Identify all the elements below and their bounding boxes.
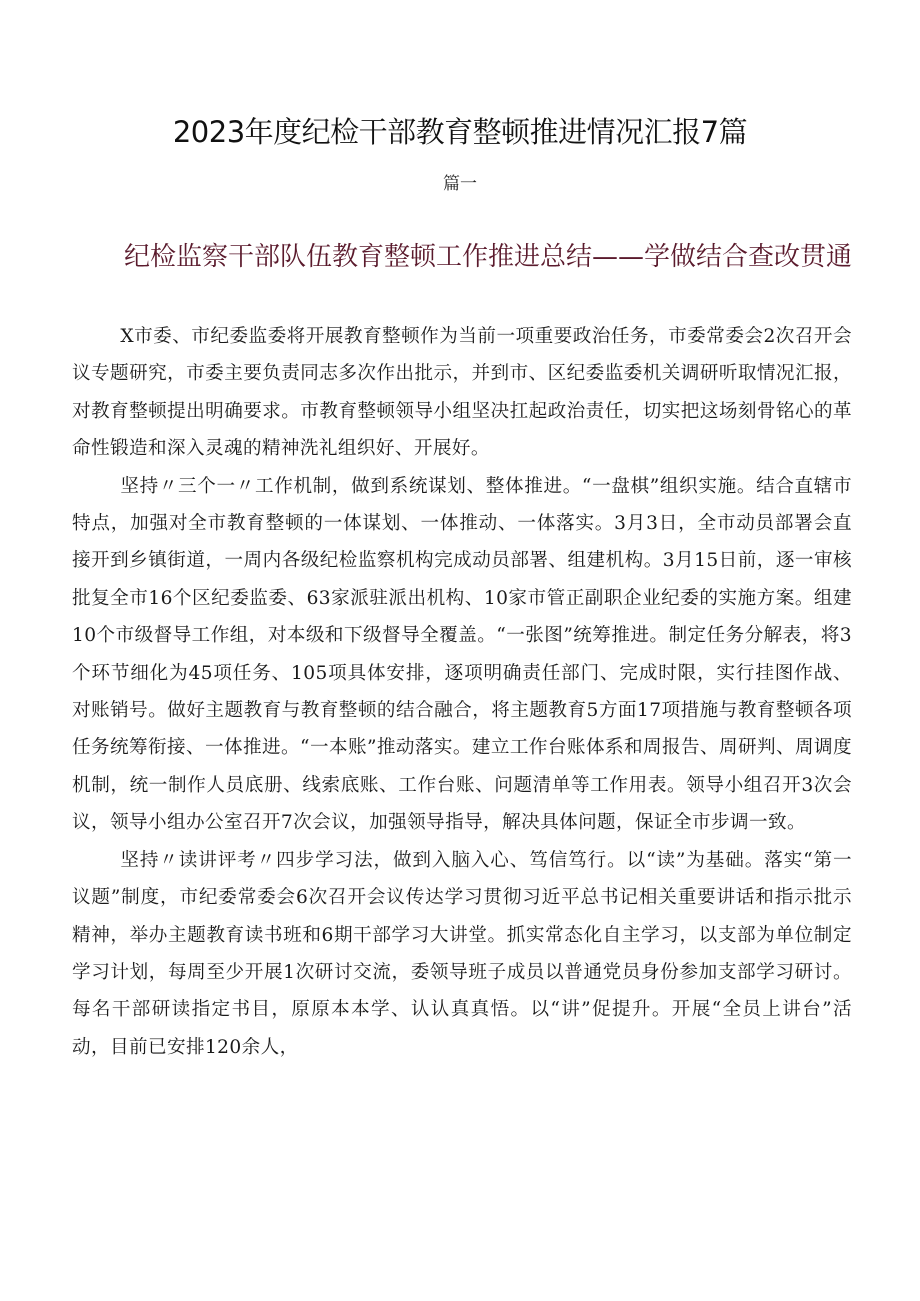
document-title: 2023年度纪检干部教育整顿推进情况汇报7篇 bbox=[172, 115, 748, 149]
body-text bbox=[72, 318, 852, 1066]
paragraph-1: X市委、市纪委监委将开展教育整顿作为当前一项重要政治任务，市委常委会2次召开会议专题研究，市委主要负责同志多次作出批示，并到市、区纪委监委机关调研听取情况汇报，对教育整顿提出明确要求。市教育整顿领导小组坚决扛起政治责任，切实把这场刻骨铭心的革命性锻造和深入灵魂的精神洗礼组织好、开展好。 bbox=[72, 326, 852, 460]
paragraph-2: 坚持〃三个一〃工作机制，做到系统谋划、整体推进。“一盘棋”组织实施。结合直辖市特点，加强对全市教育整顿的一体谋划、一体推动、一体落实。3月3日，全市动员部署会直接开到乡镇街道，一周内各级纪检监察机构完成动员部署、组建机构。3月15日前，逐一审核批复全市16个区纪委监委、63家派驻派出机构、10家市管正副职企业纪委的实施方案。组建10个市级督导工作组，对本级和下级督导全覆盖。“一张图”统筹推进。制定任务分解表，将3个环节细化为45项任务、105项具体安排，逐项明确责任部门、完成时限，实行挂图作战、对账销号。做好主题教育与教育整顿的结合融合，将主题教育5方面17项措施与教育整顿各项任务统筹衔接、一体推进。“一本账”推动落实。建立工作台账体系和周报告、周研判、周调度机制，统一制作人员底册、线索底账、工作台账、问题清单等工作用表。领导小组召开3次会议，领导小组办公室召开7次会议，加强领导指导，解决具体问题，保证全市步调一致。 bbox=[72, 475, 852, 834]
article-title: 纪检监察干部队伍教育整顿工作推进总结——学做结合查改贯通 bbox=[123, 242, 852, 272]
paragraph-3: 坚持〃读讲评考〃四步学习法，做到入脑入心、笃信笃行。以“读”为基础。落实“第一议题”制度，市纪委常委会6次召开会议传达学习贯彻习近平总书记相关重要讲话和指示批示精神，举办主题教育读书班和6期干部学习大讲堂。抓实常态化自主学习，以支部为单位制定学习计划，每周至少开展1次研讨交流，委领导班子成员以普通党员身份参加支部学习研讨。每名干部研读指定书目，原原本本学、认认真真悟。以“讲”促提升。开展“全员上讲台”活动，目前已安排120余人， bbox=[72, 849, 852, 1058]
section-label: 篇一 bbox=[443, 174, 477, 194]
